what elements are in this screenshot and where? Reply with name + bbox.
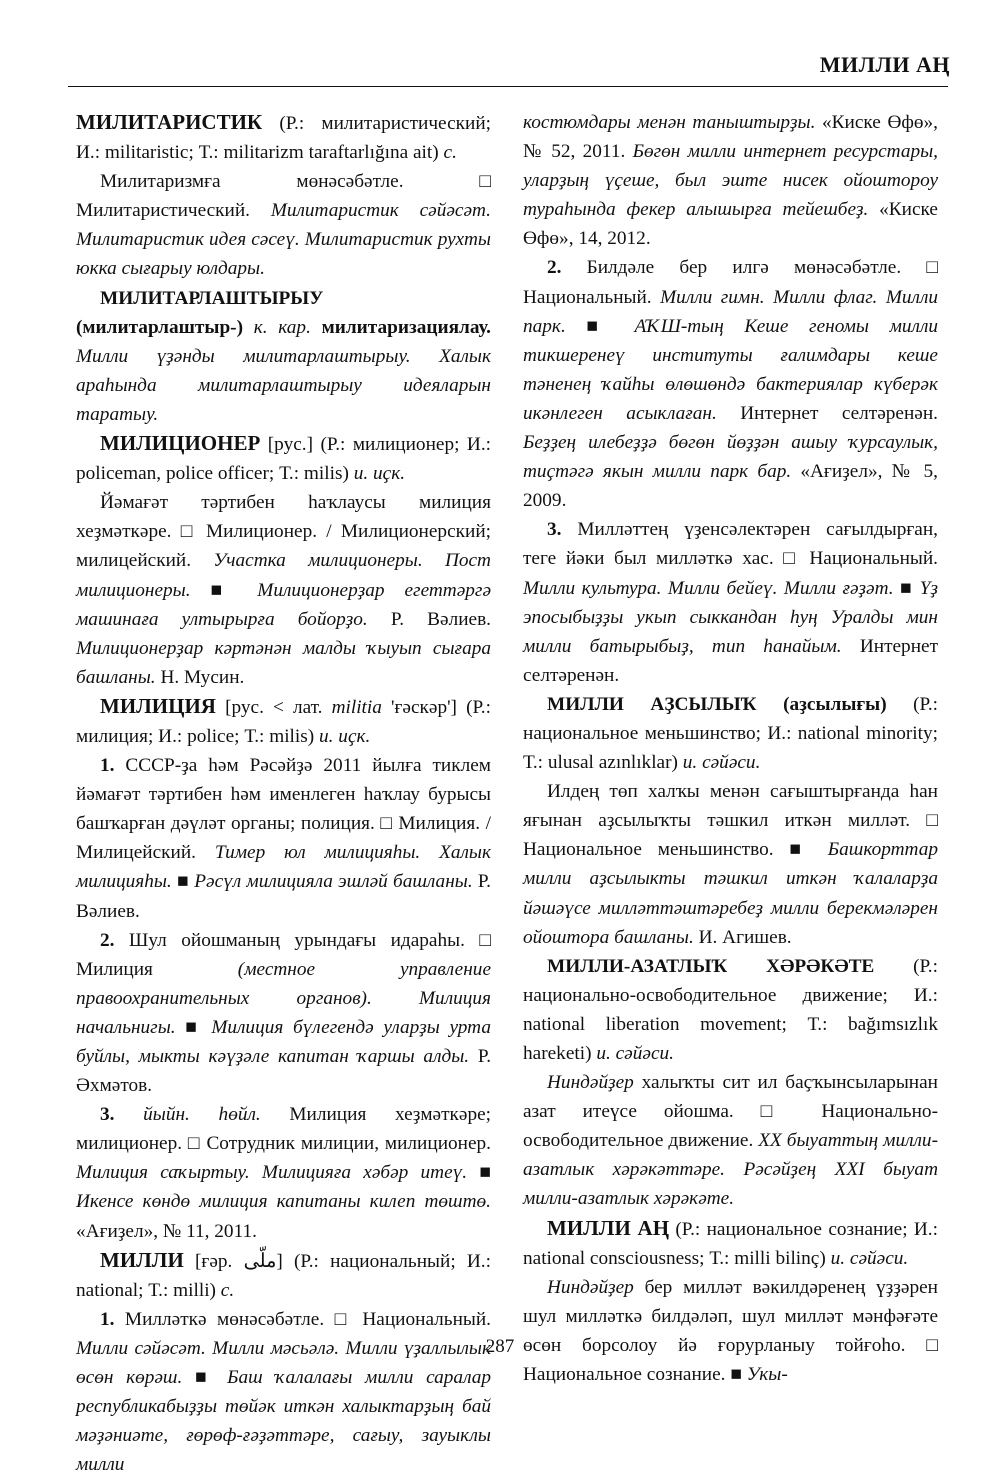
right-column [523, 108, 938, 1389]
entry-milli-azsylyk: МИЛЛИ АҘСЫЛЫҠ (аҙсылығы) (Р.: национальное меньшинство; И.: national minority; Т.: ulusal azınlıklar) и. сәйәси. [523, 693, 939, 774]
sense-2: 2. Шул ойошманың урындағы идараһы. □ Милиция (местное управление правоохранительных органов). Милиция начальнигы. ■ Милиция бүлегендә уларҙы урта буйлы, мыкты кәүҙәле капитан ҡаршы алды. Р. Әхмәтов. [76, 929, 492, 1097]
sense-3: 3. Милләттең үҙенсәлектәрен сағылдырған, теге йәки был милләткә хас. □ Национальный. Милли культура. Милли бейеү. Милли ғәҙәт. ■ Үҙ эпосыбыҙҙы укып сыккандан һуң Уралды мин милли батырыбыҙ, тип һанайым. Интернет селтәренән. [523, 519, 938, 686]
entry-milli: МИЛЛИ [ғәр. ملّی] (Р.: национальный; И.: national; Т.: milli) с. [76, 1247, 491, 1301]
definition: Ниндәйҙер бер милләт вәкилдәренең үҙҙәрен шул милләткә билдәләп, шул милләт мәнфәғәте өсөн борсолоу йә ғорурланыу тойғоһо. □ Национальное сознание. ■ Укы- [523, 1276, 938, 1386]
header-rule [68, 86, 948, 87]
headword: МИЛЛИ АҢ [547, 1215, 670, 1240]
entry-militsiya: МИЛИЦИЯ [рус. < лат. militia 'ғәскәр'] (Р.: милиция; И.: police; Т.: milis) и. иҫк. [76, 693, 491, 747]
entry-milli-azatlyk: МИЛЛИ-АЗАТЛЫҠ ХӘРӘКӘТЕ (Р.: национально-освободительное движение; И.: national liberation movement; Т.: bağımsızlık hareketi) и. сәйәси. [523, 955, 938, 1064]
definition: Илдең төп халҡы менән сағыштырғанда һан яғынан аҙсылыҡты тәшкил иткән милләт. □ Национальное меньшинство. ■ Башкорттар милли аҙсылыкты тәшкил иткән ҡалаларҙа йәшәүсе милләттәштәребеҙ милли берекмәләрен ойоштора башланы. И. Агишев. [523, 781, 939, 948]
entry-milli-an: МИЛЛИ АҢ (Р.: национальное сознание; И.: national consciousness; Т.: milli bilinç) и. сәйәси. [523, 1215, 938, 1269]
headword: МИЛЛИ АҘСЫЛЫҠ (аҙсылығы) [547, 693, 887, 715]
headword: МИЛИЦИЯ [100, 693, 216, 718]
headword: МИЛЛИ-АЗАТЛЫҠ ХӘРӘКӘТЕ [547, 955, 875, 977]
entry-militarlashtyryu: МИЛИТАРЛАШТЫРЫУ (милитарлаштыр-) к. кар. милитаризациялау. Милли үҙәнды милитарлаштырыу. Халык араһында милитарлаштырыу идеяларын таратыу. [76, 287, 492, 425]
headword: МИЛИТАРИСТИК [76, 110, 263, 134]
headword: МИЛИТАРЛАШТЫРЫУ (милитарлаштыр-) [76, 287, 324, 338]
entry-militaristik: МИЛИТАРИСТИК (Р.: милитаристический; И.: militaristic; Т.: militarizm taraftarlığına ait) с. [76, 110, 491, 164]
left-column [76, 108, 491, 1479]
continued-example: костюмдары менән таныштырҙы. «Киске Өфө», № 52, 2011. Бөгөн милли интернет ресурстары, уларҙың үҫеше, был эште нисек ойоштороу тураһында фекер алышырға тейешбеҙ. «Киске Өфө», 14, 2012. [523, 112, 938, 250]
headword: МИЛЛИ [100, 1247, 184, 1272]
headword: МИЛИЦИОНЕР [100, 431, 261, 456]
definition: Йәмағәт тәртибен һаҡлаусы милиция хеҙмәткәре. □ Милиционер. / Милиционерский; милицейский. Участка милиционеры. Пост милиционеры. ■ Милиционерҙар егеттәргә машинаға ултырырға бойорҙо. Р. Вәлиев. Милиционерҙар кәртәнән малды ҡыуып сығара башланы. Н. Мусин. [76, 492, 491, 688]
definition: Милитаризмға мөнәсәбәтле. □ Милитаристический. Милитаристик сәйәсәт. Милитаристик идея сәсеү. Милитаристик рухты юкка сығарыу юлдары. [76, 171, 491, 280]
entry-militsioner: МИЛИЦИОНЕР [рус.] (Р.: милиционер; И.: policeman, police officer; Т.: milis) и. иҫк. [76, 431, 491, 485]
sense-3: 3. йыйн. һөйл. Милиция хеҙмәткәре; милиционер. □ Сотрудник милиции, милиционер. Милиция саҡыртыу. Милицияға хәбәр итеү. ■ Икенсе көндө милиция капитаны килеп төштө. «Ағиҙел», № 11, 2011. [76, 1104, 491, 1242]
page-number: 287 [485, 1336, 515, 1357]
sense-1: 1. СССР-ҙа һәм Рәсәйҙә 2011 йылға тиклем йәмағәт тәртибен һәм именлеген һаҡлау бурысы башҡарған дәүләт органы; полиция. □ Милиция. / Милицейский. Тимер юл милицияһы. Халык милицияһы. ■ Рәсүл милицияла эшләй башланы. Р. Вәлиев. [76, 755, 492, 922]
definition: Ниндәйҙер халыҡты сит ил баҫҡынсыларынан азат итеүсе ойошма. □ Национально-освободительное движение. XX быуаттың милли-азатлык хәрәкәттәре. Рәсәйҙең XXI быуат милли-азатлык хәрәкәте. [523, 1072, 938, 1210]
sense-1: 1. Милләткә мөнәсәбәтле. □ Национальный. Милли сәйәсәт. Милли мәсьәлә. Милли үҙаллылык өсөн көрәш. ■ Баш ҡалалағы милли саралар республикабыҙҙы төйәк иткән халыктарҙың бай мәҙәниәте, ғөрөф-ғәҙәттәре, сағыу, зауыклы милли [76, 1308, 491, 1476]
running-head: МИЛЛИ АҢ [819, 52, 950, 77]
sense-2: 2. Билдәле бер илгә мөнәсәбәтле. □ Национальный. Милли гимн. Милли флаг. Милли парк. ■ АҠШ-тың Кеше геномы милли тикшеренеү институты ғалимдары кеше тәненең ҡайһы өлөшөндә бактериялар күберәк икәнлеген асыклаған. Интернет селтәренән. Беҙҙең илебеҙҙә бөгөн йөҙҙән ашыу ҡурсаулык, тиҫтәгә якын милли парк бар. «Ағиҙел», № 5, 2009. [523, 257, 938, 512]
